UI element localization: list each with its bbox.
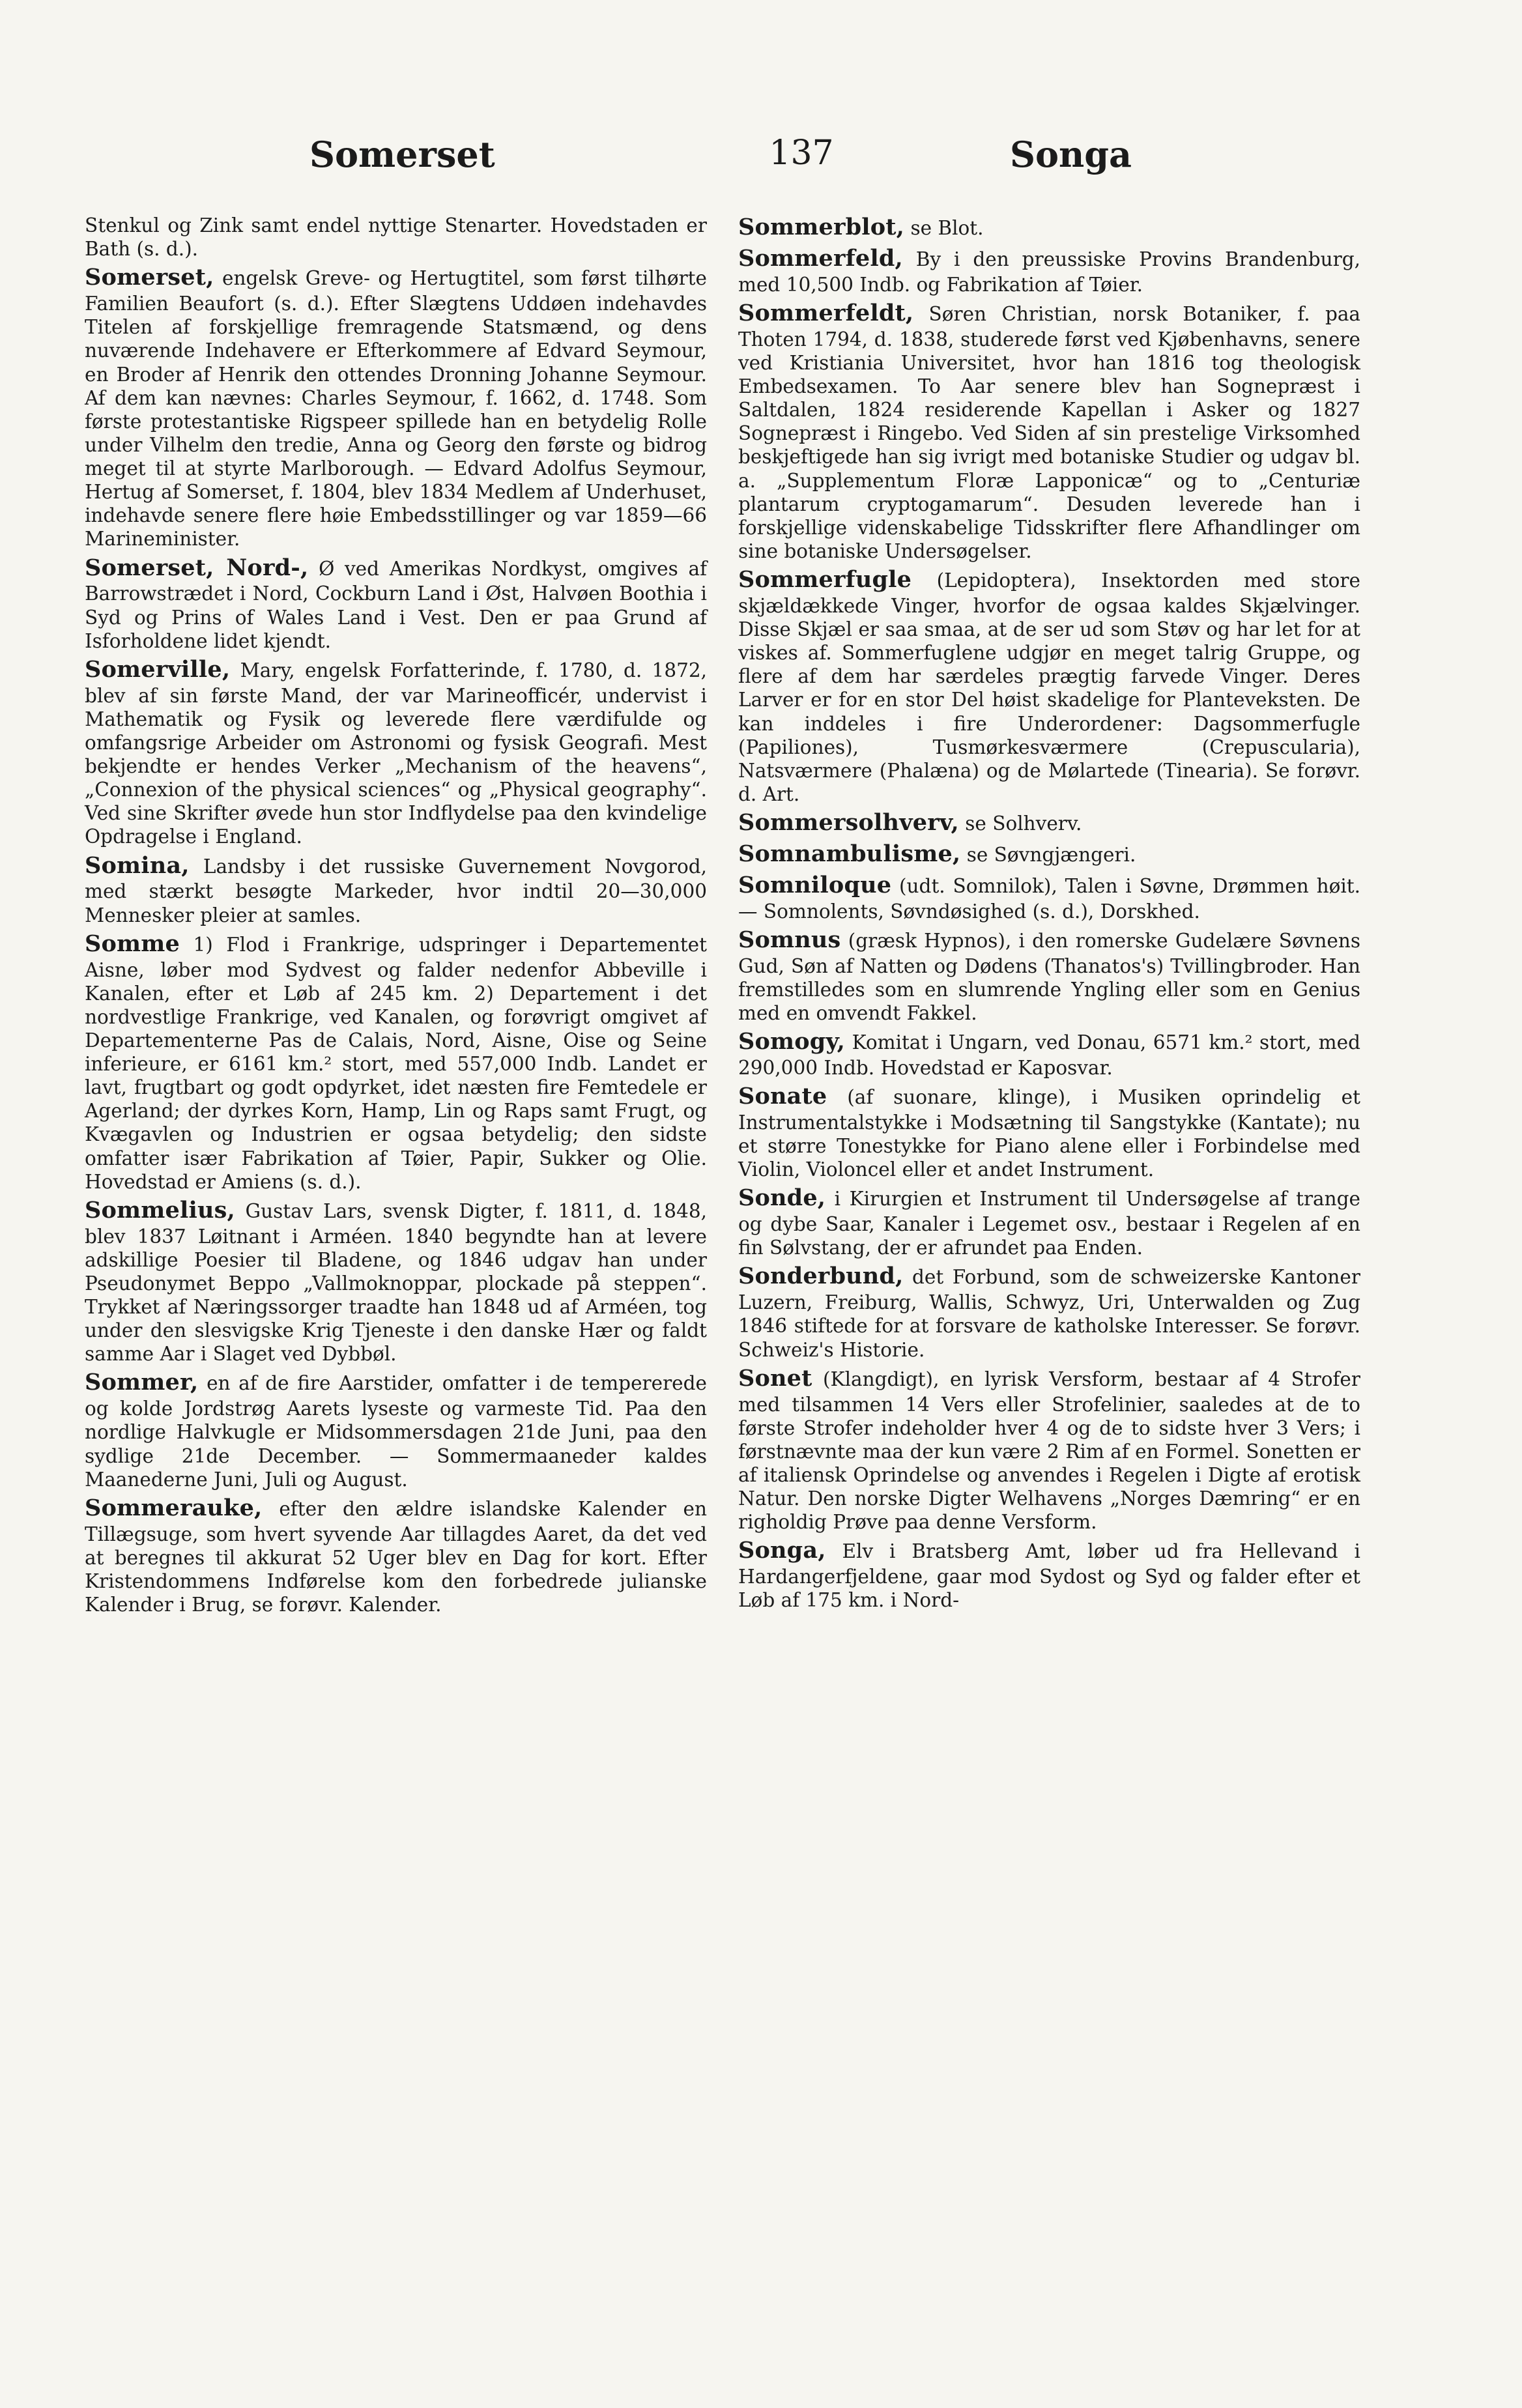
entry-text: Stenkul og Zink samt endel nyttige Stenarter. Hovedstaden er Bath (s. d.). — [85, 214, 707, 261]
entry-headword: Somme — [85, 930, 180, 957]
entry-text: Mary, engelsk Forfatterinde, f. 1780, d. 1872, blev af sin første Mand, der var Marineofficér, undervist i Mathematik og Fysik og leverede flere værdifulde og omfangsrige Arbeider om Astronomi og fysisk Geografi. Mest bekjendte er hendes Verker „Mechanism of the heavens“, „Connexion of the physical sciences“ og „Physical geography“. Ved sine Skrifter øvede hun stor Indflydelse paa den kvindelige Opdragelse i England. — [85, 659, 707, 848]
entry-text: (Klangdigt), en lyrisk Versform, bestaar af 4 Strofer med tilsammen 14 Vers eller Strofelinier, saaledes at de to første Strofer indeholder hver 4 og de to sidste hver 3 Vers; i førstnævnte maa der kun være 2 Rim af en Formel. Sonetten er af italiensk Oprindelse og anvendes i Regelen i Digte af erotisk Natur. Den norske Digter Welhavens „Norges Dæmring“ er en righoldig Prøve paa denne Versform. — [738, 1368, 1360, 1534]
entry-headword: Somerville, — [85, 655, 231, 683]
entry-text: se Solhverv. — [958, 812, 1082, 835]
entry-text: Elv i Bratsberg Amt, løber ud fra Hellevand i Hardangerfjeldene, gaar mod Sydost og Syd og falder efter et Løb af 175 km. i Nord- — [738, 1540, 1360, 1612]
dictionary-entry — [85, 656, 707, 849]
entry-text: (udt. Somnilok), Talen i Søvne, Drømmen høit. — Somnolents, Søvndøsighed (s. d.), Dorskhed. — [738, 874, 1360, 923]
entry-text: se Søvngjængeri. — [960, 843, 1136, 866]
header-right-word: Songa — [1010, 134, 1132, 175]
entry-text: Gustav Lars, svensk Digter, f. 1811, d. 1848, blev 1837 Løitnant i Arméen. 1840 begyndte han at levere adskillige Poesier til Bladene, og 1846 udgav han under Pseudonymet Beppo „Vallmoknoppar, plockade på steppen“. Trykket af Næringssorger traadte han 1848 ud af Arméen, tog under den slesvigske Krig Tjeneste i den danske Hær og faldt samme Aar i Slaget ved Dybbøl. — [85, 1199, 707, 1366]
dictionary-entry — [738, 1083, 1360, 1181]
running-head — [85, 134, 1437, 186]
entry-headword: Sommerfeld, — [738, 244, 903, 272]
entry-text: (Lepidoptera), Insektorden med store skjældækkede Vinger, hvorfor de ogsaa kaldes Skjælvinger. Disse Skjæl er saa smaa, at de ser ud som Støv og har let for at viskes af. Sommerfuglene udgjør en meget talrig Gruppe, og flere af dem har særdeles prægtig farvede Vinger. Deres Larver er for en stor Del høist skadelige for Planteveksten. De kan inddeles i fire Underordener: Dagsommerfugle (Papiliones), Tusmørkesværmere (Crepuscularia), Natsværmere (Phalæna) og de Mølartede (Tinearia). Se forøvr. d. Art. — [738, 569, 1360, 805]
entry-text: 1) Flod i Frankrige, udspringer i Departementet Aisne, løber mod Sydvest og falder nedenfor Abbeville i Kanalen, efter et Løb af 245 km. 2) Departement i det nordvestlige Frankrige, ved Kanalen, og forøvrigt omgivet af Departementerne Pas de Calais, Nord, Aisne, Oise og Seine inferieure, er 6161 km.² stort, med 557,000 Indb. Landet er lavt, frugtbart og godt opdyrket, idet næsten fire Femtedele er Agerland; der dyrkes Korn, Hamp, Lin og Raps samt Frugt, og Kvægavlen og Industrien er ogsaa betydelig; den sidste omfatter især Fabrikation af Tøier, Papir, Sukker og Olie. Hovedstad er Amiens (s. d.). — [85, 933, 707, 1193]
entry-headword: Sommerblot, — [738, 214, 905, 240]
dictionary-entry — [85, 1197, 707, 1366]
entry-headword: Somnus — [738, 926, 841, 953]
dictionary-entry — [738, 245, 1360, 296]
dictionary-entry — [738, 214, 1360, 242]
entry-text: Landsby i det russiske Guvernement Novgorod, med stærkt besøgte Markeder, hvor indtil 20—30,000 Mennesker pleier at samles. — [85, 855, 707, 926]
entry-headword: Somniloque — [738, 871, 892, 898]
entry-headword: Sommelius, — [85, 1196, 235, 1224]
dictionary-entry — [738, 926, 1360, 1025]
dictionary-entry — [85, 264, 707, 551]
entry-headword: Sommer, — [85, 1369, 199, 1396]
entry-headword: Sommerauke, — [85, 1494, 263, 1521]
entry-text: Komitat i Ungarn, ved Donau, 6571 km.² stort, med 290,000 Indb. Hovedstad er Kaposvar. — [738, 1031, 1360, 1079]
dictionary-entry — [738, 1184, 1360, 1259]
entry-headword: Somerset, Nord-, — [85, 554, 309, 581]
entry-text: i Kirurgien et Instrument til Undersøgelse af trange og dybe Saar, Kanaler i Legemet osv., bestaar i Regelen af en fin Sølvstang, der er afrundet paa Enden. — [738, 1188, 1360, 1259]
entry-text: (græsk Hypnos), i den romerske Gudelære Søvnens Gud, Søn af Natten og Dødens (Thanatos's) Tvillingbroder. Han fremstilledes som en slumrende Yngling eller som en Genius med en omvendt Fakkel. — [738, 929, 1360, 1024]
entry-headword: Somogy, — [738, 1028, 846, 1055]
entry-text: se Blot. — [904, 217, 984, 239]
entry-headword: Somerset, — [85, 264, 214, 291]
entry-headword: Songa, — [738, 1537, 826, 1564]
entry-headword: Somnambulisme, — [738, 840, 961, 867]
dictionary-entry — [738, 1263, 1360, 1361]
entry-text: Søren Christian, norsk Botaniker, f. paa Thoten 1794, d. 1838, studerede først ved Kjøbenhavns, senere ved Kristiania Universitet, hvor han 1816 tog theologisk Embedsexamen. To Aar senere blev han Sognepræst i Saltdalen, 1824 residerende Kapellan i Asker og 1827 Sognepræst i Ringebo. Ved Siden af sin prestelige Virksomhed beskjeftigede han sig ivrigt med botaniske Studier og udgav bl. a. „Supplementum Floræ Lapponicæ“ og to „Centuriæ plantarum cryptogamarum“. Desuden leverede han i forskjellige videnskabelige Tidsskrifter flere Afhandlinger om sine botaniske Undersøgelser. — [738, 302, 1360, 562]
dictionary-entry — [738, 1028, 1360, 1080]
dictionary-entry — [85, 1369, 707, 1491]
entry-text: (af suonare, klinge), i Musiken oprindelig et Instrumentalstykke i Modsætning til Sangstykke (Kantate); nu et større Tonestykke for Piano alene eller i Forbindelse med Violin, Violoncel eller et andet Instrument. — [738, 1086, 1360, 1181]
left-column — [85, 214, 707, 1616]
dictionary-entry — [738, 1365, 1360, 1534]
entry-text: By i den preussiske Provins Brandenburg, med 10,500 Indb. og Fabrikation af Tøier. — [738, 248, 1360, 296]
entry-headword: Sommersolhverv, — [738, 809, 959, 836]
dictionary-entry — [85, 930, 707, 1194]
entry-headword: Sonderbund, — [738, 1263, 904, 1290]
right-column — [738, 214, 1360, 1612]
entry-headword: Sonate — [738, 1083, 827, 1110]
page-number: 137 — [769, 134, 834, 173]
dictionary-entry — [85, 852, 707, 927]
entry-text: engelsk Greve- og Hertugtitel, som først tilhørte Familien Beaufort (s. d.). Efter Slægtens Uddøen indehavdes Titelen af forskjellige fremragende Statsmænd, og dens nuværende Indehavere er Efterkommere af Edvard Seymour, en Broder af Henrik den ottendes Dronning Johanne Seymour. Af dem kan nævnes: Charles Seymour, f. 1662, d. 1748. Som første protestantiske Rigspeer spillede han en betydelig Rolle under Vilhelm den tredie, Anna og Georg den første og bidrog meget til at styrte Marlborough. — Edvard Adolfus Seymour, Hertug af Somerset, f. 1804, blev 1834 Medlem af Underhuset, indehavde senere flere høie Embedsstillinger og var 1859—66 Marineminister. — [85, 267, 707, 551]
entry-headword: Sonde, — [738, 1184, 826, 1212]
dictionary-entry — [85, 214, 707, 261]
dictionary-entry — [738, 809, 1360, 837]
dictionary-entry — [85, 1495, 707, 1616]
dictionary-entry — [738, 1537, 1360, 1612]
dictionary-entry — [85, 554, 707, 653]
entry-text: det Forbund, som de schweizerske Kantoner Luzern, Freiburg, Wallis, Schwyz, Uri, Unterwalden og Zug 1846 stiftede for at forsvare de katholske Interesser. Se forøvr. Schweiz's Historie. — [738, 1266, 1360, 1361]
dictionary-entry — [738, 872, 1360, 923]
entry-headword: Sonet — [738, 1364, 812, 1392]
entry-headword: Somina, — [85, 852, 190, 879]
entry-headword: Sommerfugle — [738, 566, 912, 593]
dictionary-entry — [738, 566, 1360, 806]
entry-text: en af de fire Aarstider, omfatter i de tempererede og kolde Jordstrøg Aarets lyseste og varmeste Tid. Paa den nordlige Halvkugle er Midsommersdagen 21de Juni, paa den sydlige 21de December. — Sommermaaneder kaldes Maanederne Juni, Juli og August. — [85, 1372, 707, 1491]
dictionary-entry — [738, 840, 1360, 868]
header-left-word: Somerset — [309, 134, 495, 175]
dictionary-entry — [738, 300, 1360, 563]
entry-text: efter den ældre islandske Kalender en Tillægsuge, som hvert syvende Aar tillagdes Aaret, da det ved at beregnes til akkurat 52 Uger blev en Dag for kort. Efter Kristendommens Indførelse kom den forbedrede julianske Kalender i Brug, se forøvr. Kalender. — [85, 1497, 707, 1616]
entry-text: Ø ved Amerikas Nordkyst, omgives af Barrowstrædet i Nord, Cockburn Land i Øst, Halvøen Boothia i Syd og Prins of Wales Land i Vest. Den er paa Grund af Isforholdene lidet kjendt. — [85, 557, 707, 652]
entry-headword: Sommerfeldt, — [738, 299, 914, 326]
